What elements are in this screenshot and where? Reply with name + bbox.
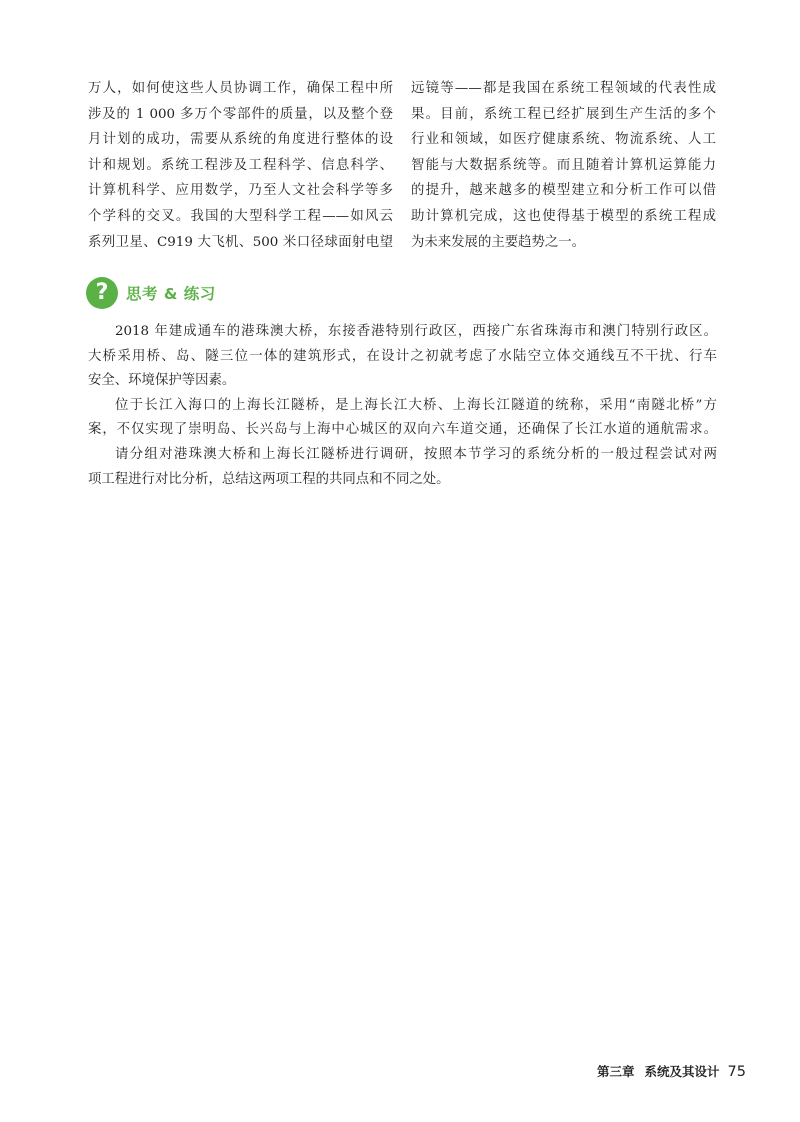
page-number: 75 [727,1064,746,1080]
left-column-line: 涉及的 1 000 多万个零部件的质量，以及整个登 [88,106,393,122]
exercise-line: 请分组对港珠澳大桥和上海长江隧桥进行调研，按照本节学习的系统分析的一般过程尝试对两 [115,446,717,462]
exercise-text [88,320,717,492]
right-column-line: 智能与大数据系统等。而且随着计算机运算能力 [411,157,716,173]
left-column-line: 月计划的成功，需要从系统的角度进行整体的设 [88,132,393,148]
right-column [411,76,716,255]
left-column-line: 系列卫星、C919 大飞机、500 米口径球面射电望 [88,234,393,250]
right-column-line: 远镜等——都是我国在系统工程领域的代表性成 [411,81,716,96]
right-column-line: 的提升，越来越多的模型建立和分析工作可以借 [411,183,716,199]
left-column-line: 计算机科学、应用数学，乃至人文社会科学等多 [88,183,393,199]
right-column-line: 行业和领域，如医疗健康系统、物流系统、人工 [411,132,716,148]
page-footer [597,1062,746,1080]
footer-chapter-title: 系统及其设计 [644,1064,720,1079]
exercise-line: 2018 年建成通车的港珠澳大桥，东接香港特别行政区，西接广东省珠海市和澳门特别行政区。 [115,324,717,339]
exercise-line: 案，不仅实现了崇明岛、长兴岛与上海中心城区的双向六车道交通，还确保了长江水道的通航需求。 [88,422,717,438]
exercise-line: 大桥采用桥、岛、隧三位一体的建筑形式，在设计之初就考虑了水陆空立体交通线互不干扰、行车 [88,348,717,364]
section-title: 思考 & 练习 [126,285,216,303]
right-column-line: 助计算机完成，这也使得基于模型的系统工程成 [411,208,716,224]
think-practice-header [86,276,216,310]
question-mark-icon: ? [86,277,118,309]
left-column-line: 个学科的交叉。我国的大型科学工程——如风云 [88,208,393,224]
exercise-line: 位于长江入海口的上海长江隧桥，是上海长江大桥、上海长江隧道的统称，采用“南隧北桥”方 [115,397,717,413]
exercise-line: 项工程进行对比分析，总结这两项工程的共同点和不同之处。 [88,471,450,487]
left-column [88,76,393,255]
exercise-line: 安全、环境保护等因素。 [88,373,236,389]
right-column-line: 果。目前，系统工程已经扩展到生产生活的多个 [411,106,716,122]
right-column-line: 为未来发展的主要趋势之一。 [411,234,586,250]
footer-chapter: 第三章 [597,1064,635,1079]
left-column-line: 万人，如何使这些人员协调工作，确保工程中所 [88,81,393,96]
left-column-line: 计和规划。系统工程涉及工程科学、信息科学、 [88,157,393,173]
